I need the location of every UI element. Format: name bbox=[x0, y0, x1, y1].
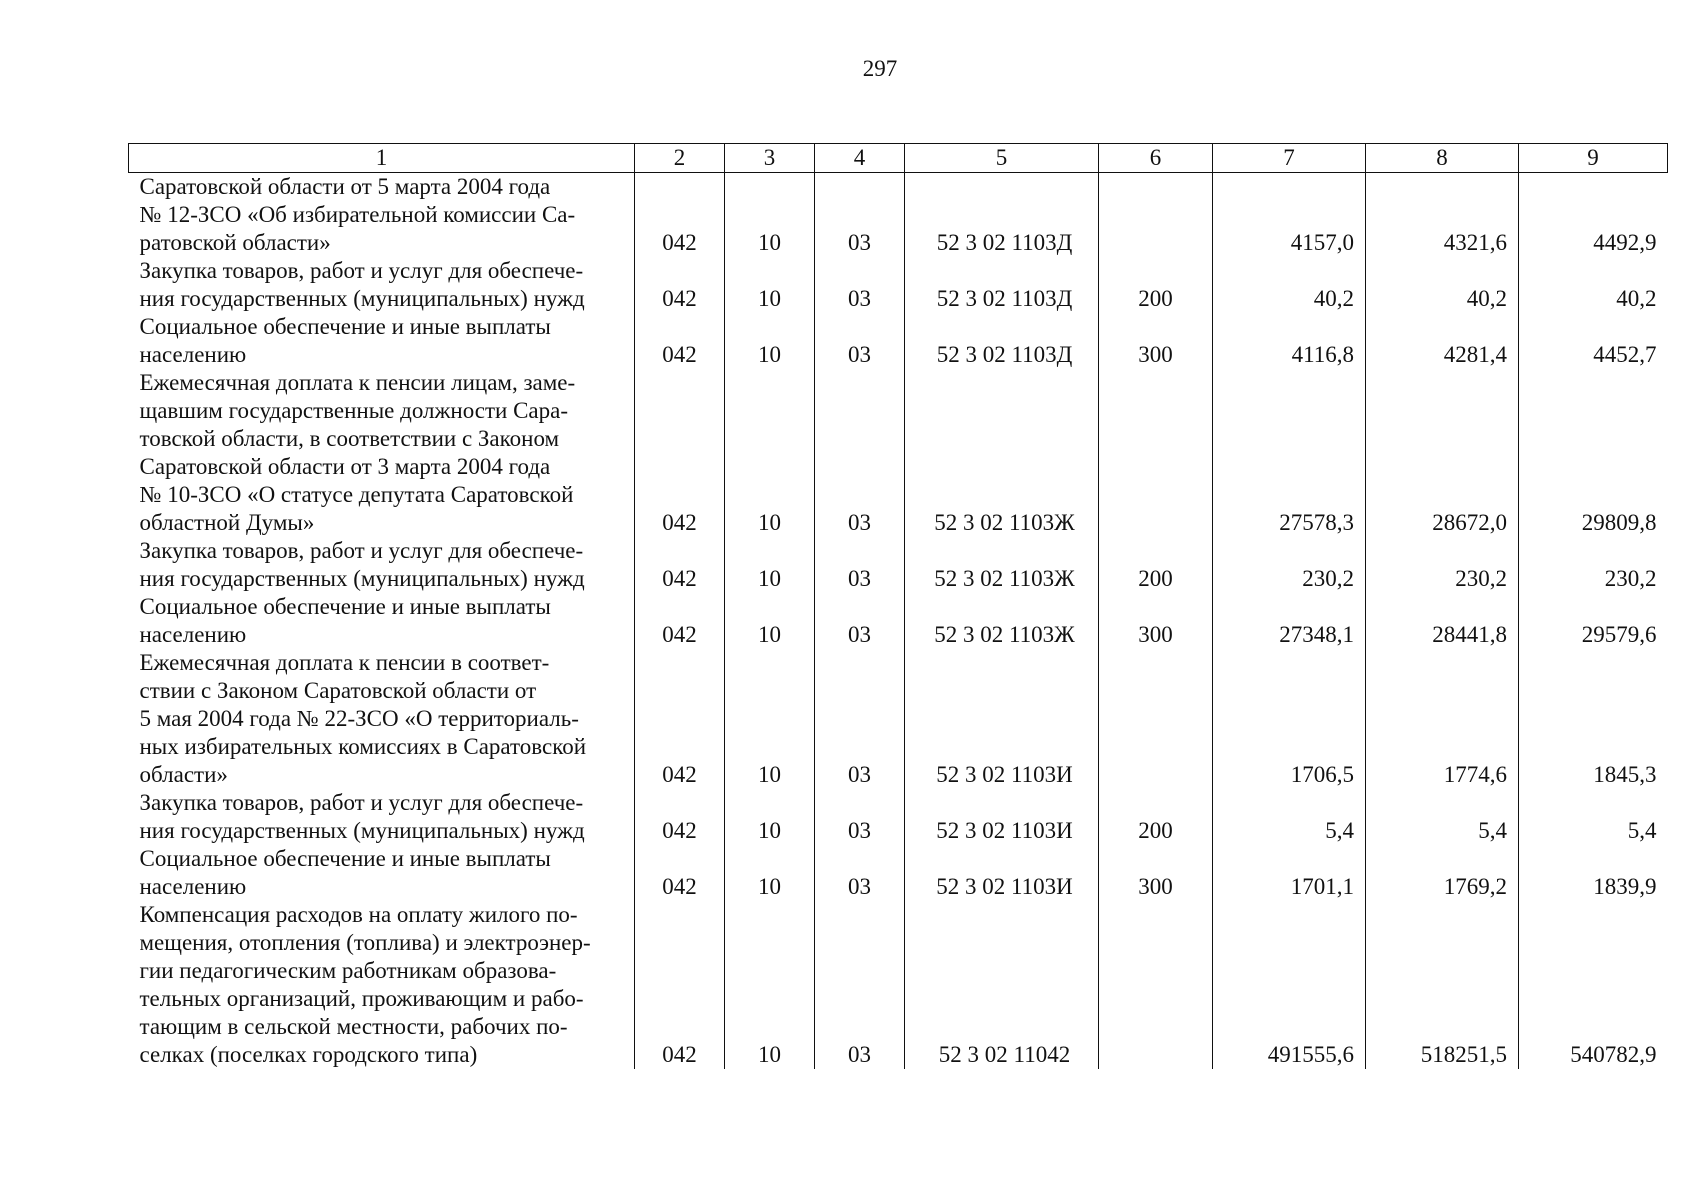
header-row bbox=[129, 144, 1668, 173]
row-description: Саратовской области от 5 марта 2004 года № 12-ЗСО «Об избирательной комиссии Са- ратовской области» bbox=[139, 174, 576, 255]
row-target-article: 52 3 02 1103Д bbox=[905, 257, 1099, 313]
row-subsection: 03 bbox=[815, 173, 905, 258]
row-section: 10 bbox=[725, 901, 815, 1069]
row-target-article: 52 3 02 1103Ж bbox=[905, 369, 1099, 537]
row-amount-year-1: 27578,3 bbox=[1213, 369, 1366, 537]
row-subsection: 03 bbox=[815, 313, 905, 369]
table-row bbox=[129, 313, 1668, 369]
row-target-article: 52 3 02 1103Д bbox=[905, 173, 1099, 258]
row-amount-year-2: 5,4 bbox=[1366, 789, 1519, 845]
column-header: 7 bbox=[1213, 144, 1366, 173]
row-amount-year-2: 28672,0 bbox=[1366, 369, 1519, 537]
row-subsection: 03 bbox=[815, 369, 905, 537]
row-amount-year-2: 518251,5 bbox=[1366, 901, 1519, 1069]
row-expense-type bbox=[1099, 901, 1213, 1069]
row-amount-year-3: 540782,9 bbox=[1519, 901, 1668, 1069]
row-amount-year-1: 4157,0 bbox=[1213, 173, 1366, 258]
row-expense-type: 200 bbox=[1099, 789, 1213, 845]
column-header: 6 bbox=[1099, 144, 1213, 173]
row-admin-code: 042 bbox=[635, 901, 725, 1069]
row-amount-year-2: 4321,6 bbox=[1366, 173, 1519, 258]
page-number: 297 bbox=[862, 56, 898, 81]
row-amount-year-3: 230,2 bbox=[1519, 537, 1668, 593]
row-expense-type bbox=[1099, 369, 1213, 537]
row-target-article: 52 3 02 1103Д bbox=[905, 313, 1099, 369]
row-target-article: 52 3 02 1103Ж bbox=[905, 593, 1099, 649]
row-subsection: 03 bbox=[815, 593, 905, 649]
row-description: Компенсация расходов на оплату жилого по- мещения, отопления (топлива) и электроэнер- гии педагогическим работникам образова- тельных организаций, проживающим и рабо- тающим в сельской местности, рабочих по- селках (поселках городского типа) bbox=[139, 902, 591, 1067]
row-description: Социальное обеспечение и иные выплаты населению bbox=[139, 594, 551, 647]
row-target-article: 52 3 02 1103И bbox=[905, 845, 1099, 901]
row-amount-year-3: 1845,3 bbox=[1519, 649, 1668, 789]
row-target-article: 52 3 02 11042 bbox=[905, 901, 1099, 1069]
row-section: 10 bbox=[725, 313, 815, 369]
row-amount-year-2: 40,2 bbox=[1366, 257, 1519, 313]
row-amount-year-2: 1774,6 bbox=[1366, 649, 1519, 789]
row-amount-year-1: 4116,8 bbox=[1213, 313, 1366, 369]
row-expense-type bbox=[1099, 649, 1213, 789]
row-target-article: 52 3 02 1103И bbox=[905, 789, 1099, 845]
row-expense-type: 300 bbox=[1099, 593, 1213, 649]
row-amount-year-1: 27348,1 bbox=[1213, 593, 1366, 649]
column-header: 9 bbox=[1519, 144, 1668, 173]
row-section: 10 bbox=[725, 257, 815, 313]
table-row bbox=[129, 789, 1668, 845]
row-section: 10 bbox=[725, 649, 815, 789]
row-amount-year-3: 4452,7 bbox=[1519, 313, 1668, 369]
row-description: Социальное обеспечение и иные выплаты населению bbox=[139, 846, 551, 899]
row-amount-year-1: 40,2 bbox=[1213, 257, 1366, 313]
row-amount-year-2: 4281,4 bbox=[1366, 313, 1519, 369]
table-body bbox=[129, 173, 1668, 1070]
row-admin-code: 042 bbox=[635, 845, 725, 901]
row-description: Закупка товаров, работ и услуг для обеспече- ния государственных (муниципальных) нужд bbox=[139, 258, 585, 311]
row-description: Закупка товаров, работ и услуг для обеспече- ния государственных (муниципальных) нужд bbox=[139, 538, 585, 591]
row-amount-year-1: 1706,5 bbox=[1213, 649, 1366, 789]
table-row bbox=[129, 537, 1668, 593]
row-amount-year-3: 4492,9 bbox=[1519, 173, 1668, 258]
row-expense-type: 200 bbox=[1099, 537, 1213, 593]
column-header: 2 bbox=[635, 144, 725, 173]
column-header: 1 bbox=[129, 144, 635, 173]
row-amount-year-3: 5,4 bbox=[1519, 789, 1668, 845]
row-section: 10 bbox=[725, 537, 815, 593]
row-target-article: 52 3 02 1103Ж bbox=[905, 537, 1099, 593]
row-subsection: 03 bbox=[815, 901, 905, 1069]
row-expense-type: 300 bbox=[1099, 313, 1213, 369]
table-row bbox=[129, 369, 1668, 537]
row-subsection: 03 bbox=[815, 845, 905, 901]
row-admin-code: 042 bbox=[635, 173, 725, 258]
row-expense-type: 300 bbox=[1099, 845, 1213, 901]
row-admin-code: 042 bbox=[635, 593, 725, 649]
row-section: 10 bbox=[725, 789, 815, 845]
table-row bbox=[129, 257, 1668, 313]
row-section: 10 bbox=[725, 845, 815, 901]
column-header: 3 bbox=[725, 144, 815, 173]
row-amount-year-2: 28441,8 bbox=[1366, 593, 1519, 649]
row-amount-year-2: 230,2 bbox=[1366, 537, 1519, 593]
row-section: 10 bbox=[725, 593, 815, 649]
row-admin-code: 042 bbox=[635, 369, 725, 537]
row-amount-year-3: 29579,6 bbox=[1519, 593, 1668, 649]
table-row bbox=[129, 593, 1668, 649]
row-admin-code: 042 bbox=[635, 257, 725, 313]
row-amount-year-1: 230,2 bbox=[1213, 537, 1366, 593]
row-section: 10 bbox=[725, 173, 815, 258]
row-description: Ежемесячная доплата к пенсии в соответ- ствии с Законом Саратовской области от 5 мая 2004 года № 22-ЗСО «О территориаль- ных избирательных комиссиях в Саратовской области» bbox=[139, 650, 587, 787]
budget-table bbox=[128, 143, 1668, 1069]
row-admin-code: 042 bbox=[635, 789, 725, 845]
column-header: 4 bbox=[815, 144, 905, 173]
row-subsection: 03 bbox=[815, 789, 905, 845]
row-expense-type bbox=[1099, 173, 1213, 258]
table-row bbox=[129, 173, 1668, 258]
column-header: 8 bbox=[1366, 144, 1519, 173]
row-amount-year-3: 29809,8 bbox=[1519, 369, 1668, 537]
row-description: Закупка товаров, работ и услуг для обеспече- ния государственных (муниципальных) нужд bbox=[139, 790, 585, 843]
table-row bbox=[129, 901, 1668, 1069]
table-row bbox=[129, 845, 1668, 901]
row-section: 10 bbox=[725, 369, 815, 537]
row-admin-code: 042 bbox=[635, 649, 725, 789]
table-row bbox=[129, 649, 1668, 789]
row-amount-year-2: 1769,2 bbox=[1366, 845, 1519, 901]
row-description: Ежемесячная доплата к пенсии лицам, заме- щавшим государственные должности Сара- товской области, в соответствии с Законом Саратовской области от 3 марта 2004 года № 10-ЗСО «О статусе депутата Саратовской областной Думы» bbox=[139, 370, 576, 535]
row-amount-year-1: 5,4 bbox=[1213, 789, 1366, 845]
row-amount-year-3: 40,2 bbox=[1519, 257, 1668, 313]
row-amount-year-1: 491555,6 bbox=[1213, 901, 1366, 1069]
row-subsection: 03 bbox=[815, 649, 905, 789]
row-amount-year-3: 1839,9 bbox=[1519, 845, 1668, 901]
row-target-article: 52 3 02 1103И bbox=[905, 649, 1099, 789]
row-expense-type: 200 bbox=[1099, 257, 1213, 313]
row-subsection: 03 bbox=[815, 537, 905, 593]
column-header: 5 bbox=[905, 144, 1099, 173]
row-subsection: 03 bbox=[815, 257, 905, 313]
row-description: Социальное обеспечение и иные выплаты населению bbox=[139, 314, 551, 367]
row-amount-year-1: 1701,1 bbox=[1213, 845, 1366, 901]
row-admin-code: 042 bbox=[635, 537, 725, 593]
row-admin-code: 042 bbox=[635, 313, 725, 369]
